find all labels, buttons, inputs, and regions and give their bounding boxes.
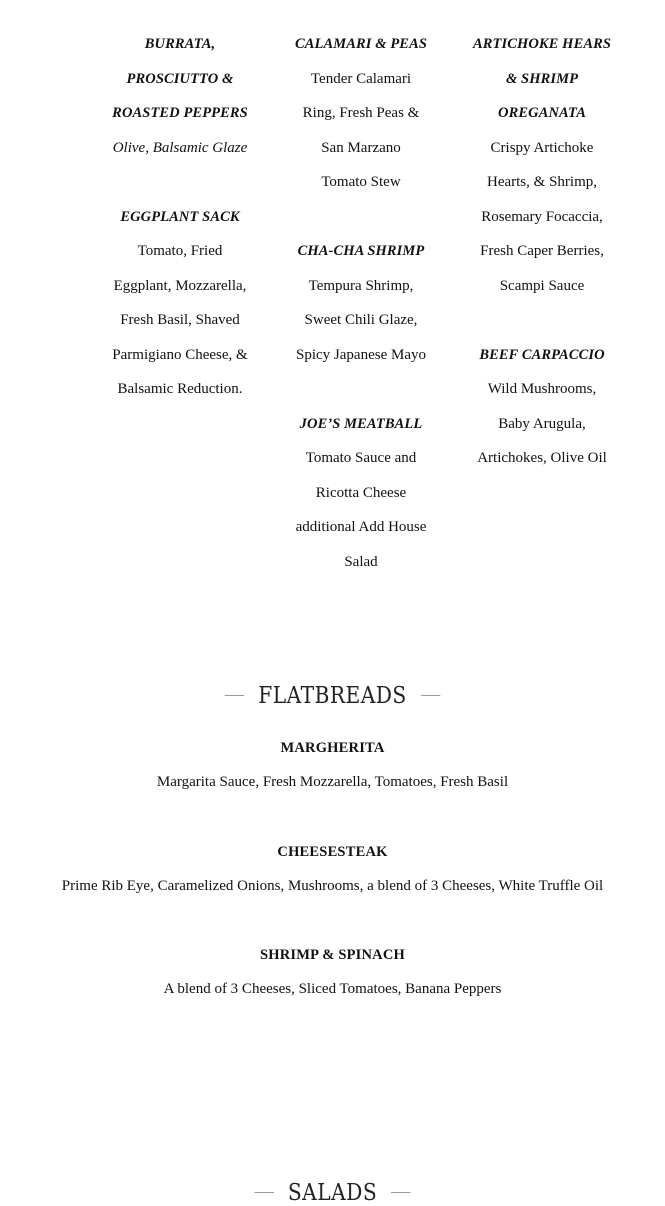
heading-dash-right — [421, 695, 440, 696]
appetizer-column-1 — [90, 27, 270, 407]
item-description — [271, 441, 451, 579]
item-description — [271, 269, 451, 373]
item-desc-line: Rosemary Focaccia, — [481, 208, 603, 225]
item-desc-line: additional Add House — [295, 519, 427, 535]
flatbread-description: Margarita Sauce, Fresh Mozzarella, Tomatoes, Fresh Basil — [156, 774, 509, 790]
section-heading-flatbreads — [40, 683, 625, 709]
item-name — [90, 200, 270, 235]
item-name-line: & SHRIMP — [505, 70, 579, 87]
flatbread-description: A blend of 3 Cheeses, Sliced Tomatoes, Banana Peppers — [163, 981, 502, 997]
item-desc-line: San Marzano — [321, 139, 401, 156]
item-desc-line: Parmigiano Cheese, & — [112, 346, 248, 363]
menu-item-artichoke-shrimp-oreganata — [452, 27, 632, 303]
item-desc-line: Fresh Basil, Shaved — [120, 312, 240, 328]
item-name-line: OREGANATA — [498, 105, 586, 121]
section-heading-text: FLATBREADS — [258, 683, 407, 709]
item-desc-line: Tomato Sauce and — [305, 450, 417, 466]
heading-dash-left — [225, 695, 244, 696]
menu-item-eggplant-sack — [90, 200, 270, 407]
flatbread-name: SHRIMP & SPINACH — [260, 947, 405, 963]
item-desc-line: Balsamic Reduction. — [117, 381, 243, 397]
item-name — [271, 234, 451, 269]
item-desc-line: Tomato Stew — [321, 174, 401, 190]
item-name — [452, 27, 632, 131]
item-name-line: CHA-CHA SHRIMP — [297, 243, 425, 259]
section-heading-text: SALADS — [287, 1180, 378, 1206]
item-name-line: ROASTED PEPPERS — [112, 105, 248, 121]
item-desc-line: Tender Calamari — [310, 70, 412, 87]
item-desc-line: Fresh Caper Berries, — [480, 243, 604, 259]
item-desc-line: Crispy Artichoke — [490, 139, 594, 156]
item-desc-line: Hearts, & Shrimp, — [487, 174, 597, 190]
appetizer-column-2 — [271, 27, 451, 579]
item-desc-line: Baby Arugula, — [498, 415, 586, 432]
item-name — [271, 27, 451, 62]
item-desc-line: Wild Mushrooms, — [487, 381, 597, 397]
item-desc-line: Ring, Fresh Peas & — [302, 105, 420, 121]
flatbread-item-margherita — [0, 738, 665, 792]
item-description — [271, 62, 451, 200]
item-desc-line: Tempura Shrimp, — [308, 277, 414, 294]
item-desc-line: Sweet Chili Glaze, — [304, 312, 418, 328]
item-name — [90, 27, 270, 131]
flatbread-item-cheesesteak — [0, 842, 665, 896]
menu-item-beef-carpaccio — [452, 338, 632, 476]
flatbread-name: MARGHERITA — [280, 740, 385, 756]
item-desc-line: Olive, Balsamic Glaze — [112, 139, 248, 156]
flatbread-description: Prime Rib Eye, Caramelized Onions, Mushrooms, a blend of 3 Cheeses, White Truffle Oil — [61, 878, 604, 894]
item-name-line: JOE’S MEATBALL — [299, 415, 423, 432]
item-description — [452, 372, 632, 476]
item-desc-line: Salad — [344, 553, 378, 570]
heading-dash-left — [254, 1192, 273, 1193]
heading-dash-right — [391, 1192, 410, 1193]
item-desc-line: Scampi Sauce — [499, 277, 585, 294]
item-description — [90, 234, 270, 407]
item-name-line: ARTICHOKE HEARS — [472, 36, 612, 52]
flatbread-name: CHEESESTEAK — [277, 844, 388, 860]
item-name-line: BURRATA, — [144, 36, 216, 52]
item-name-line: PROSCIUTTO & — [126, 70, 234, 87]
item-description — [452, 131, 632, 304]
item-desc-line: Artichokes, Olive Oil — [477, 450, 607, 466]
item-desc-line: Spicy Japanese Mayo — [296, 346, 426, 363]
menu-item-cha-cha-shrimp — [271, 234, 451, 372]
section-heading-salads — [40, 1180, 625, 1206]
item-name-line: BEEF CARPACCIO — [479, 346, 605, 363]
flatbread-item-shrimp-spinach — [0, 945, 665, 999]
menu-item-calamari-peas — [271, 27, 451, 200]
item-description — [90, 131, 270, 166]
item-name-line: EGGPLANT SACK — [120, 208, 240, 225]
item-desc-line: Ricotta Cheese — [315, 484, 407, 501]
menu-item-joes-meatball — [271, 407, 451, 580]
item-name — [452, 338, 632, 373]
item-desc-line: Eggplant, Mozzarella, — [113, 277, 247, 294]
appetizer-column-3 — [452, 27, 632, 476]
menu-item-burrata — [90, 27, 270, 165]
item-desc-line: Tomato, Fried — [137, 243, 223, 259]
item-name — [271, 407, 451, 442]
item-name-line: CALAMARI & PEAS — [294, 36, 428, 52]
